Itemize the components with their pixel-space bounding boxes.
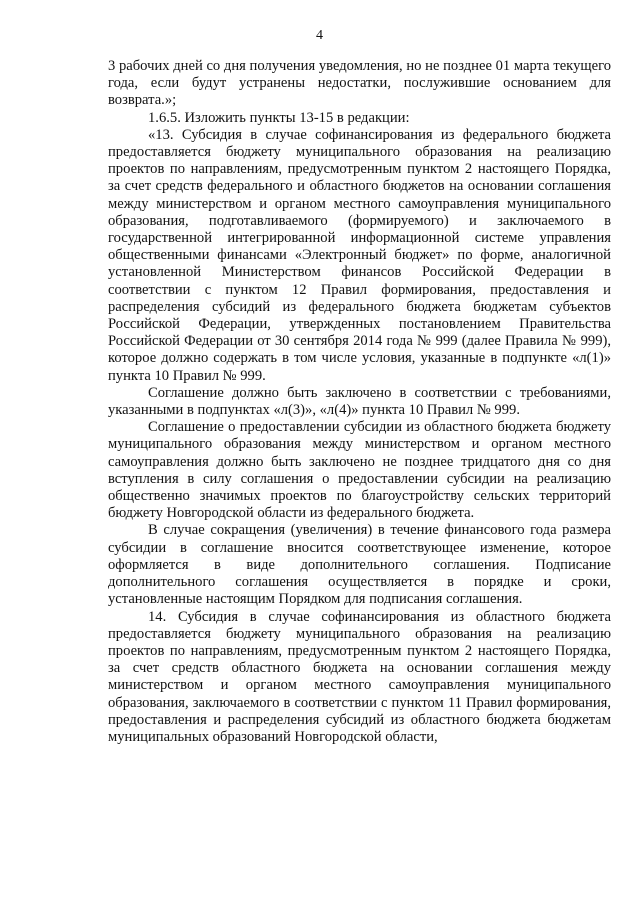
paragraph-item-14: 14. Субсидия в случае софинансирования из областного бюджета предоставляется бюджету муниципального образования на реализацию проектов по направлениям, предусмотренным пунктом 2 настоящего Порядка, за счет средств областного бюджета на основании соглашения между министерством и органом местного самоуправления муниципального образования, заключаемого в соответствии с пунктом 11 Правил формирования, предоставления и распределения субсидий из областного бюджета бюджетам муниципальных образований Новгородской области,	[108, 608, 611, 745]
paragraph-agreement-requirements: Соглашение должно быть заключено в соответствии с требованиями, указанными в подпунктах «л(3)», «л(4)» пункта 10 Правил № 999.	[108, 384, 611, 419]
paragraph-subsidy-change: В случае сокращения (увеличения) в течение финансового года размера субсидии в соглашение вносится соответствующее изменение, которое оформляется в виде дополнительного соглашения. Подписание дополнительного соглашения осуществляется в порядке и сроки, установленные настоящим Порядком для подписания соглашения.	[108, 522, 611, 608]
paragraph-return-deadline: 3 рабочих дней со дня получения уведомления, но не позднее 01 марта текущего года, если будут устранены недостатки, послужившие основанием для возврата.»;	[108, 58, 611, 109]
paragraph-regional-agreement: Соглашение о предоставлении субсидии из областного бюджета бюджету муниципального образования между министерством и органом местного самоуправления должно быть заключено не позднее тридцатого дня со дня вступления в силу соглашения о предоставлении субсидии на реализацию общественно значимых проектов по благоустройству сельских территорий бюджету Новгородской области из федерального бюджета.	[108, 419, 611, 522]
page-number: 4	[316, 28, 323, 43]
document-body	[108, 58, 611, 746]
paragraph-item-13: «13. Субсидия в случае софинансирования из федерального бюджета предоставляется бюджету муниципального образования на реализацию проектов по направлениям, предусмотренным пунктом 2 настоящего Порядка, за счет средств федерального и областного бюджетов на основании соглашения между министерством и органом местного самоуправления муниципального образования, подготавливаемого (формируемого) и заключаемого в государственной интегрированной информационной системе управления общественными финансами «Электронный бюджет» по форме, аналогичной установленной Министерством финансов Российской Федерации в соответствии с пунктом 12 Правил формирования, предоставления и распределения субсидий из федерального бюджета бюджетам субъектов Российской Федерации, утвержденных постановлением Правительства Российской Федерации от 30 сентября 2014 года № 999 (далее Правила № 999), которое должно содержать в том числе условия, указанные в подпункте «л(1)» пункта 10 Правил № 999.	[108, 126, 611, 384]
paragraph-amendment-intro: 1.6.5. Изложить пункты 13-15 в редакции:	[148, 109, 410, 126]
